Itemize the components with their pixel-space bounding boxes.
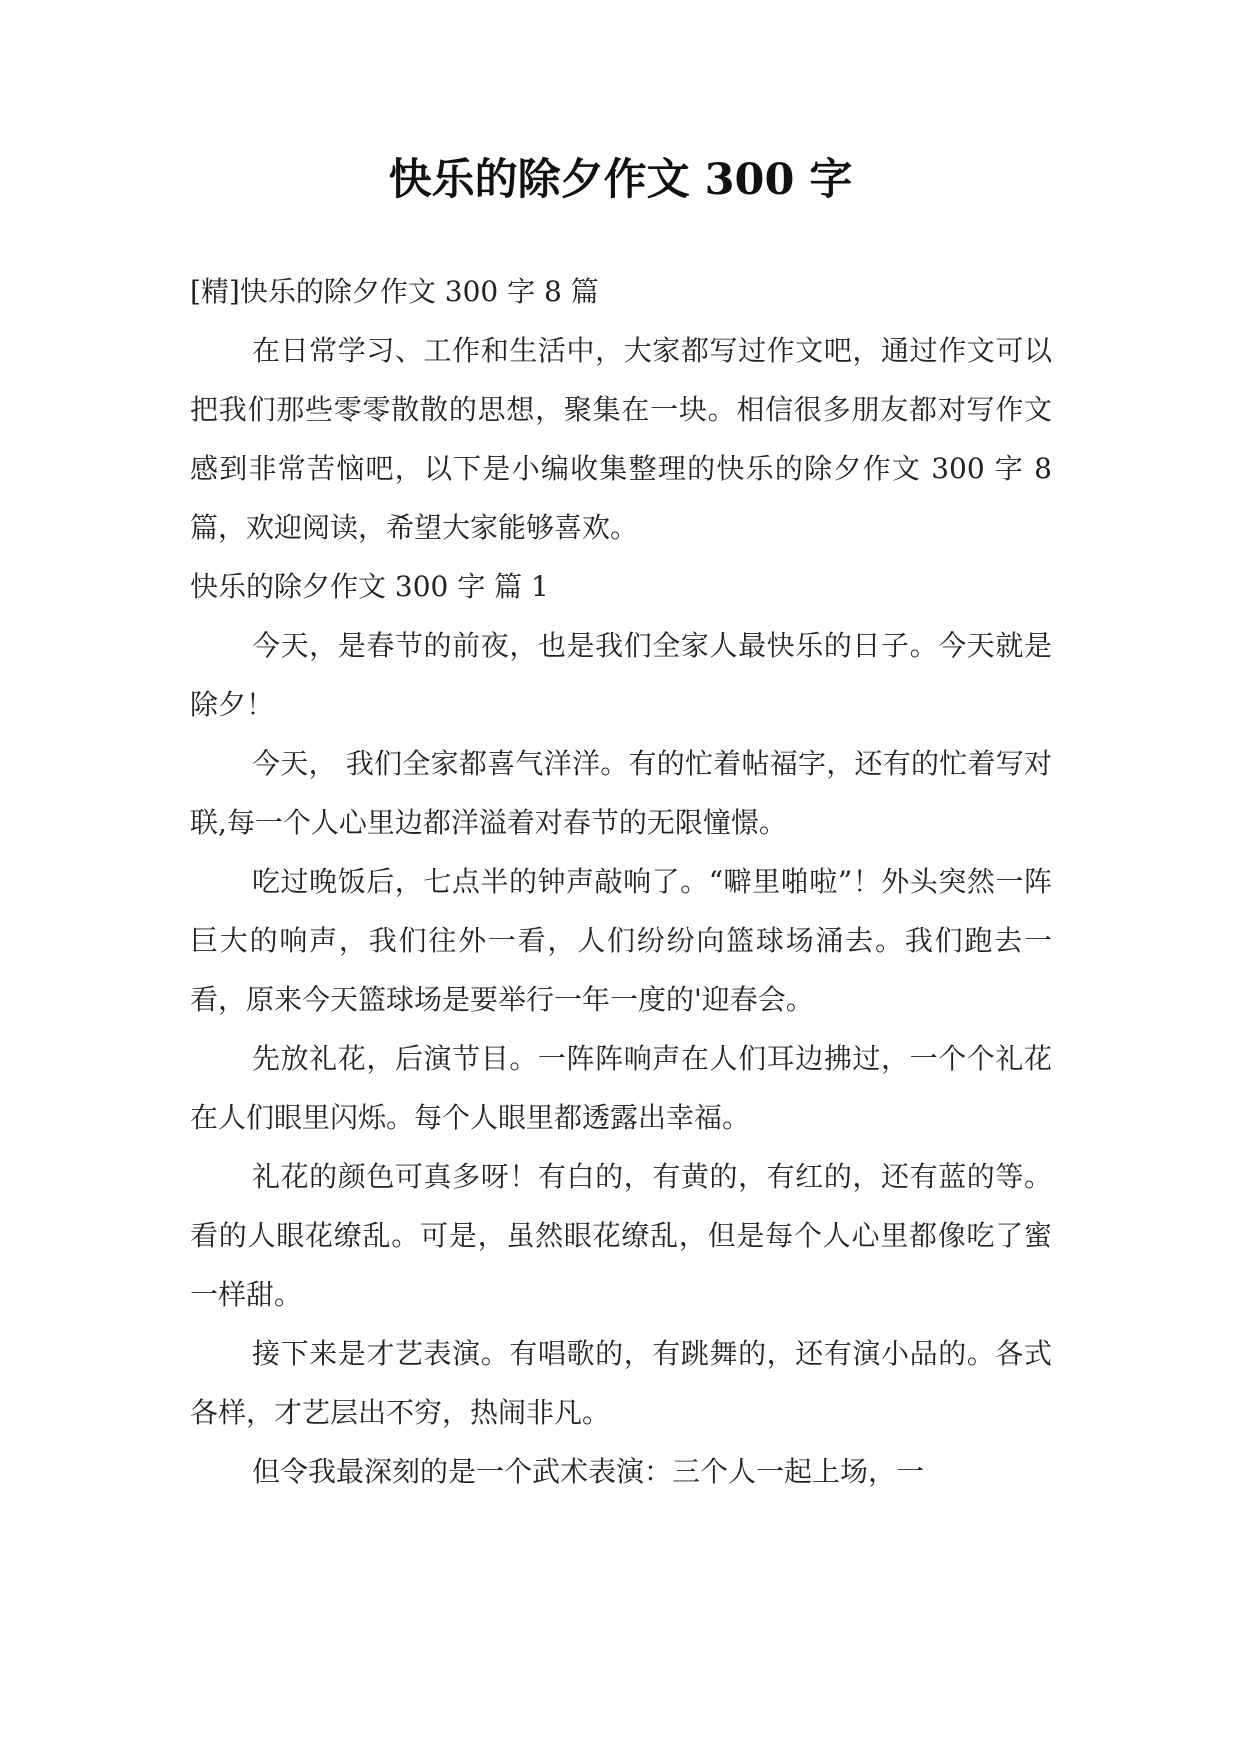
- document-title: 快乐的除夕作文 300 字: [388, 155, 853, 205]
- body-paragraph: 先放礼花，后演节目。一阵阵响声在人们耳边拂过，一个个礼花在人们眼里闪烁。每个人眼里都透露出幸福。: [190, 1042, 1052, 1134]
- section-heading: 快乐的除夕作文 300 字 篇 1: [190, 570, 549, 603]
- body-paragraph: 接下来是才艺表演。有唱歌的，有跳舞的，还有演小品的。各式各样，才艺层出不穷，热闹非凡。: [190, 1337, 1052, 1429]
- document-body: [190, 262, 1052, 1501]
- body-paragraph: 礼花的颜色可真多呀！有白的，有黄的，有红的，还有蓝的等。看的人眼花缭乱。可是，虽然眼花缭乱，但是每个人心里都像吃了蜜一样甜。: [190, 1160, 1052, 1311]
- document-subtitle: [精]快乐的除夕作文 300 字 8 篇: [190, 275, 599, 308]
- body-paragraph: 今天， 我们全家都喜气洋洋。有的忙着帖福字，还有的忙着写对联,每一个人心里边都洋溢着对春节的无限憧憬。: [190, 747, 1052, 839]
- body-paragraph: 吃过晚饭后，七点半的钟声敲响了。“噼里啪啦”！外头突然一阵巨大的响声，我们往外一看，人们纷纷向篮球场涌去。我们跑去一看，原来今天篮球场是要举行一年一度的'迎春会。: [190, 865, 1052, 1016]
- body-paragraph: 今天，是春节的前夜，也是我们全家人最快乐的日子。今天就是除夕！: [190, 629, 1052, 721]
- intro-paragraph: 在日常学习、工作和生活中，大家都写过作文吧，通过作文可以把我们那些零零散散的思想，聚集在一块。相信很多朋友都对写作文感到非常苦恼吧，以下是小编收集整理的快乐的除夕作文 300 字 8 篇，欢迎阅读，希望大家能够喜欢。: [190, 334, 1052, 544]
- body-paragraph: 但令我最深刻的是一个武术表演：三个人一起上场，一: [252, 1455, 925, 1488]
